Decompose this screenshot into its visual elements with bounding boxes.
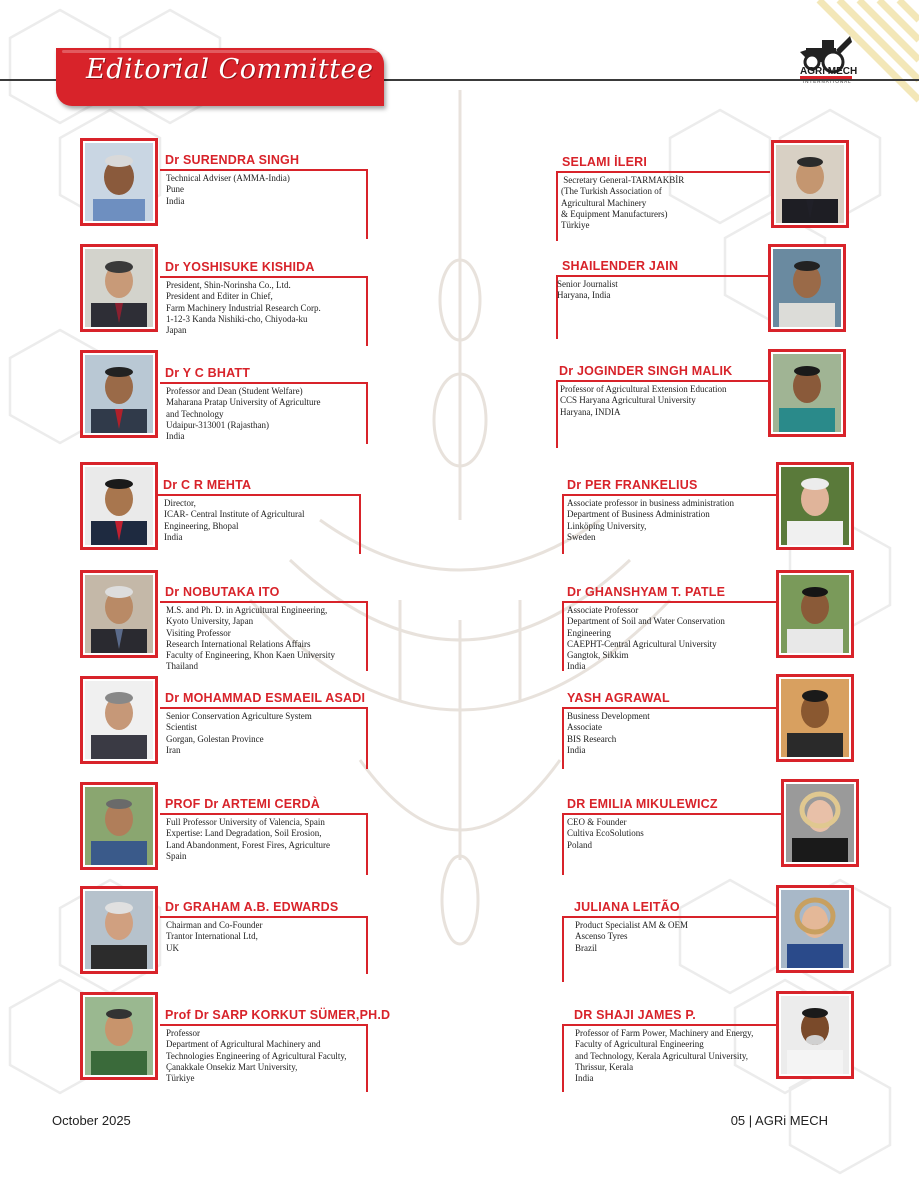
bracket-line [366,813,368,875]
member-photo [80,462,158,550]
member-name: SHAILENDER JAIN [562,259,679,273]
bracket-line [562,707,564,769]
member-photo [80,992,158,1080]
member-name: Dr C R MEHTA [163,478,252,492]
bracket-line [562,916,776,918]
bracket-line [562,707,776,709]
bracket-line [160,382,368,384]
logo-subtext: INTERNATIONAL [803,79,852,84]
member-info: Product Specialist AM & OEM Ascenso Tyres Brazil [575,920,688,953]
member-photo [776,462,854,550]
member-photo [80,350,158,438]
member-photo [776,570,854,658]
member-photo [80,244,158,332]
member-info: Chairman and Co-Founder Trantor International Ltd, UK [166,920,263,953]
member-name: Dr MOHAMMAD ESMAEIL ASADI [165,691,366,705]
member-info: Professor of Agricultural Extension Education CCS Haryana Agricultural University Haryana, INDIA [560,384,727,417]
member-name: JULIANA LEITÃO [574,900,680,914]
member-info: Full Professor University of Valencia, Spain Expertise: Land Degradation, Soil Erosion, Land Abandonment, Forest Fires, Agriculture Spain [166,817,330,861]
bracket-line [562,916,564,982]
bracket-line [366,382,368,444]
member-info: Senior Journalist Haryana, India [557,279,618,301]
bracket-line [562,813,564,875]
bracket-line [366,169,368,239]
bracket-line [359,494,361,554]
member-info: Director, ICAR- Central Institute of Agricultural Engineering, Bhopal India [164,498,305,542]
member-photo [80,886,158,974]
bracket-line [562,1024,776,1026]
member-info: CEO & Founder Cultiva EcoSolutions Poland [567,817,644,850]
member-info: Technical Adviser (AMMA-India) Pune India [166,173,290,206]
member-info: Associate Professor Department of Soil and Water Conservation Engineering CAEPHT-Central Agricultural University Gangtok, Sikkim India [567,605,725,672]
member-info: Business Development Associate BIS Research India [567,711,650,755]
member-info: President, Shin-Norinsha Co., Ltd. President and Editer in Chief, Farm Machinery Industrial Research Corp. 1-12-3 Kanda Nishiki-cho, Chiyoda-ku Japan [166,280,321,336]
member-photo [80,570,158,658]
bracket-line [556,275,768,277]
member-photo [80,138,158,226]
member-info: Professor Department of Agricultural Machinery and Technologies Engineering of Agricultural Faculty, Çanakkale Onsekiz Mart University, Türkiye [166,1028,347,1084]
bracket-line [366,601,368,671]
member-name: Dr NOBUTAKA ITO [165,585,280,599]
member-name: DR EMILIA MIKULEWICZ [567,797,718,811]
member-name: SELAMI İLERI [562,155,648,169]
bracket-line [160,276,368,278]
member-photo [768,349,846,437]
bracket-line [366,707,368,769]
bracket-line [366,916,368,974]
bracket-line [160,169,368,171]
bracket-line [160,813,368,815]
member-name: YASH AGRAWAL [567,691,670,705]
footer-page-number: 05 | AGRi MECH [730,1113,828,1128]
member-name: Dr SURENDRA SINGH [165,153,300,167]
bracket-line [556,171,558,241]
page-title: Editorial Committee [86,54,374,85]
bracket-line [366,1024,368,1092]
member-photo [776,885,854,973]
member-info: Secretary General-TARMAKBİR (The Turkish Association of Agricultural Machinery & Equipment Manufacturers) Türkiye [561,175,685,231]
member-photo [776,674,854,762]
member-info: Senior Conservation Agriculture System Scientist Gorgan, Golestan Province Iran [166,711,312,755]
member-info: M.S. and Ph. D. in Agricultural Engineering, Kyoto University, Japan Visiting Professor Research International Relations Affairs Faculty of Engineering, Khon Kaen University Thailand [166,605,335,672]
member-name: Dr YOSHISUKE KISHIDA [165,260,315,274]
bracket-line [562,601,776,603]
member-name: PROF Dr ARTEMI CERDÀ [165,797,320,811]
member-name: Prof Dr SARP KORKUT SÜMER,PH.D [165,1008,391,1022]
bracket-line [160,601,368,603]
bracket-line [556,380,558,448]
member-name: Dr GRAHAM A.B. EDWARDS [165,900,339,914]
title-banner-shine [62,50,378,53]
bracket-line [158,494,361,496]
member-name: Dr Y C BHATT [165,366,251,380]
bracket-line [562,601,564,671]
member-photo [80,676,158,764]
bracket-line [556,171,770,173]
member-name: Dr JOGINDER SINGH MALIK [559,364,733,378]
member-photo [80,782,158,870]
bracket-line [556,380,768,382]
bracket-line [562,813,781,815]
member-name: Dr PER FRANKELIUS [567,478,698,492]
bracket-line [562,494,564,554]
bracket-line [160,707,368,709]
member-name: DR SHAJI JAMES P. [574,1008,696,1022]
footer-date: October 2025 [52,1113,131,1128]
member-name: Dr GHANSHYAM T. PATLE [567,585,726,599]
member-photo [771,140,849,228]
member-photo [776,991,854,1079]
member-info: Professor and Dean (Student Welfare) Maharana Pratap University of Agriculture and Technology Udaipur-313001 (Rajasthan) India [166,386,321,442]
bracket-line [562,494,776,496]
bracket-line [160,916,368,918]
bracket-line [160,1024,368,1026]
logo-text: AGRi MECH [800,66,858,77]
bracket-line [366,276,368,346]
member-photo [781,779,859,867]
member-info: Associate professor in business administration Department of Business Administration Linköping University, Sweden [567,498,734,542]
member-info: Professor of Farm Power, Machinery and Energy, Faculty of Agricultural Engineering and Technology, Kerala Agricultural University, Thrissur, Kerala India [575,1028,754,1084]
member-photo [768,244,846,332]
bracket-line [562,1024,564,1092]
